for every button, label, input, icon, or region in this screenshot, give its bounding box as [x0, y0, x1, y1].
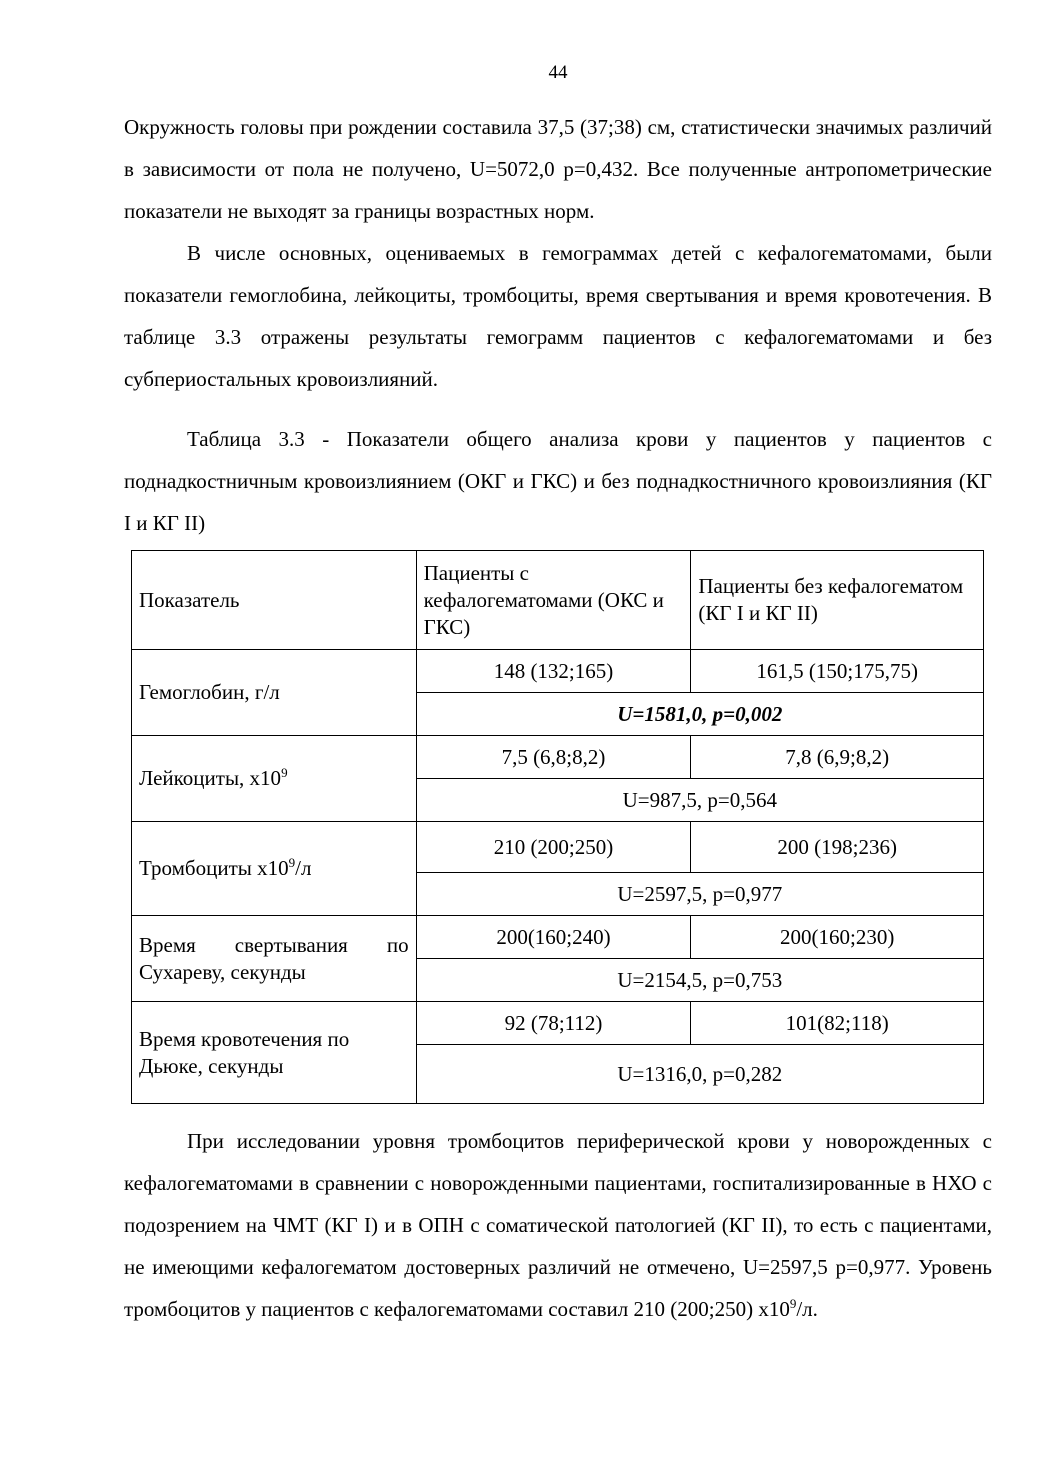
paragraph-head-circumference: [124, 106, 992, 232]
cell-without: 161,5 (150;175,75): [691, 650, 984, 693]
label-line: Время свертывания по: [139, 932, 409, 957]
cell-with: 148 (132;165): [416, 650, 691, 693]
table-row: [132, 916, 984, 959]
label-superscript: 9: [288, 855, 296, 870]
cell-without: 200(160;230): [691, 916, 984, 959]
paragraph-text: [124, 1120, 992, 1330]
header-with-cephalohematoma: Пациенты с кефалогематомами (ОКС и ГКС): [416, 551, 691, 650]
table-caption-text: Таблица 3.3 - Показатели общего анализа крови у пациентов у пациентов с поднадкостничным кровоизлиянием (ОКГ и ГКС) и без поднадкостничного кровоизлияния (КГ I и КГ II): [124, 427, 992, 535]
table-row: [132, 736, 984, 779]
table-row: [132, 1002, 984, 1045]
label-line: Время кровотечения по: [139, 1026, 350, 1051]
page-number: 44: [548, 62, 568, 83]
header-without-cephalohematoma: Пациенты без кефалогематом (КГ I и КГ II): [691, 551, 984, 650]
cell-with: 92 (78;112): [416, 1002, 691, 1045]
paragraph-text-main: При исследовании уровня тромбоцитов периферической крови у новорожденных с кефалогематомами в сравнении с новорожденными пациентами, госпитализированные в НХО с подозрением на ЧМТ (КГ I) и в ОПН с соматической патологией (КГ II), то есть с пациентами, не имеющими кефалогематом достоверных различий не отмечено, U=2597,5 p=0,977. Уровень тромбоцитов у пациентов с кефалогематомами составил 210 (200;250) х10: [124, 1129, 992, 1321]
cell-stat: U=2597,5, p=0,977: [416, 873, 983, 916]
cell-stat: U=2154,5, p=0,753: [416, 959, 983, 1002]
cell-with: 7,5 (6,8;8,2): [416, 736, 691, 779]
row-label-leukocytes: [132, 736, 417, 822]
label-suffix: /л: [295, 856, 312, 880]
paragraph-text: Окружность головы при рождении составила 37,5 (37;38) см, статистически значимых различий в зависимости от пола не получено, U=5072,0 p=0,432. Все полученные антропометрические показатели не выходят за границы возрастных норм.: [124, 115, 992, 223]
cell-without: 7,8 (6,9;8,2): [691, 736, 984, 779]
table-row: [132, 650, 984, 693]
cell-with: 210 (200;250): [416, 822, 691, 873]
row-label-platelets: [132, 822, 417, 916]
blood-analysis-table: [131, 550, 984, 1104]
paragraph-superscript: 9: [789, 1296, 797, 1311]
row-label-bleeding-time: [132, 1002, 417, 1104]
stat-text: U=1581,0, p=0,002: [617, 701, 783, 726]
cell-stat: U=987,5, p=0,564: [416, 779, 983, 822]
row-label-coagulation-time: [132, 916, 417, 1002]
paragraph-text: В числе основных, оцениваемых в гемограммах детей с кефалогематомами, были показатели гемоглобина, лейкоциты, тромбоциты, время свертывания и время кровотечения. В таблице 3.3 отражены результаты гемограмм пациентов с кефалогематомами и без субпериостальных кровоизлияний.: [124, 241, 992, 391]
label-text: Тромбоциты х10: [139, 856, 289, 880]
paragraph-text-end: /л.: [796, 1297, 818, 1321]
cell-stat: [416, 693, 983, 736]
label-text: Лейкоциты, х10: [139, 766, 282, 790]
cell-stat: U=1316,0, p=0,282: [416, 1045, 983, 1104]
cell-with: 200(160;240): [416, 916, 691, 959]
table-caption: [124, 418, 992, 544]
label-line: Сухареву, секунды: [139, 959, 306, 984]
header-indicator: Показатель: [132, 551, 417, 650]
label-line: Дьюке, секунды: [139, 1053, 284, 1078]
cell-without: 200 (198;236): [691, 822, 984, 873]
table-row: [132, 822, 984, 873]
row-label-hemoglobin: Гемоглобин, г/л: [132, 650, 417, 736]
paragraph-hemogram-intro: [124, 232, 992, 400]
table-header-row: [132, 551, 984, 650]
label-superscript: 9: [281, 765, 288, 780]
paragraph-platelet-comparison: [124, 1120, 992, 1330]
cell-without: 101(82;118): [691, 1002, 984, 1045]
